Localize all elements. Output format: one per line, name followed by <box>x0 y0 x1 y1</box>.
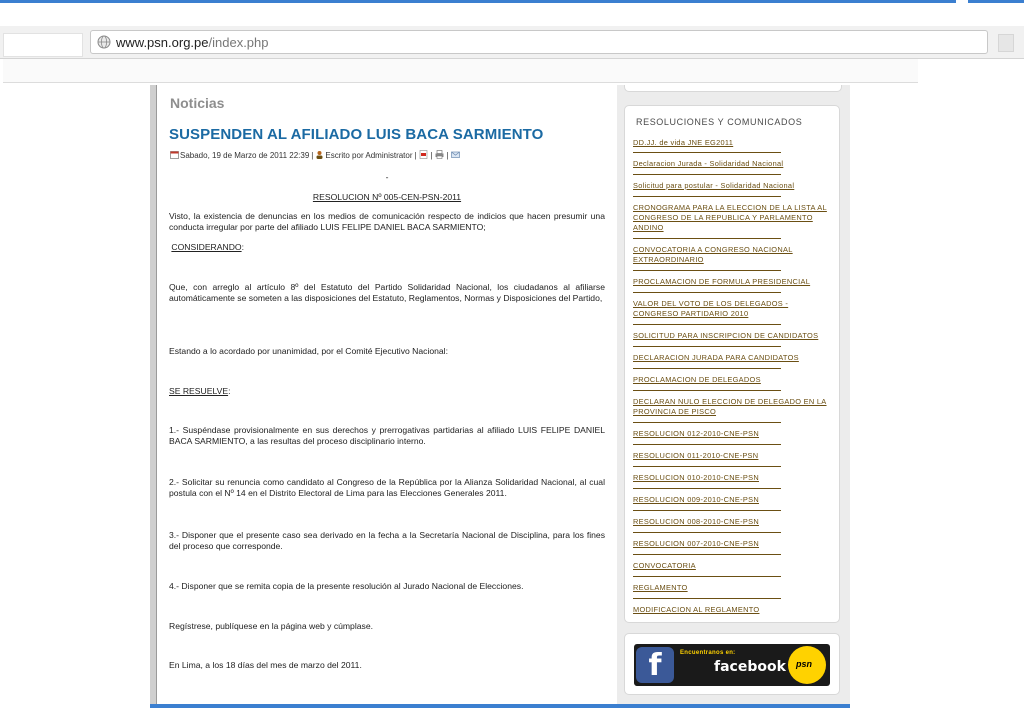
sidebar-divider <box>633 196 781 197</box>
sidebar-divider <box>633 554 781 555</box>
sidebar-link[interactable]: CONVOCATORIA A CONGRESO NACIONAL EXTRAORDINARIO <box>633 245 793 264</box>
facebook-wordmark: facebook <box>714 659 786 675</box>
sidebar-divider <box>633 466 781 467</box>
url-host: www.psn.org.pe <box>116 35 209 50</box>
paragraph-estando: Estando a lo acordado por unanimidad, por el Comité Ejecutivo Nacional: <box>169 346 448 356</box>
considerando-heading <box>169 242 605 253</box>
sidebar-link[interactable]: DD.JJ. de vida JNE EG2011 <box>633 138 734 147</box>
sidebar-link[interactable]: CONVOCATORIA <box>633 561 696 570</box>
resoluciones-title: RESOLUCIONES Y COMUNICADOS <box>636 117 803 127</box>
sidebar-link[interactable]: RESOLUCION 007-2010-CNE-PSN <box>633 539 759 548</box>
sidebar-link[interactable]: VALOR DEL VOTO DE LOS DELEGADOS - CONGRESO PARTIDARIO 2010 <box>633 299 789 318</box>
sidebar-divider <box>633 576 781 577</box>
considerando-colon: : <box>241 242 244 252</box>
sidebar-divider <box>633 422 781 423</box>
sidebar-link[interactable]: RESOLUCION 009-2010-CNE-PSN <box>633 495 759 504</box>
sidebar-link[interactable]: DECLARAN NULO ELECCION DE DELEGADO EN LA PROVINCIA DE PISCO <box>633 397 827 416</box>
psn-logo <box>788 646 826 684</box>
sidebar-divider <box>633 292 781 293</box>
sidebar-divider <box>633 368 781 369</box>
bookmarks-bar-end <box>918 59 1024 85</box>
paragraph-visto: Visto, la existencia de denuncias en los medios de comunicación respecto de indicios que hacen presumir una conducta irregular por parte del afiliado LUIS FELIPE DANIEL BACA SARMIENTO; <box>169 211 605 232</box>
sidebar-link[interactable]: CRONOGRAMA PARA LA ELECCION DE LA LISTA AL CONGRESO DE LA REPUBLICA Y PARLAMENTO ANDINO <box>633 203 827 232</box>
page-bottom-bar <box>150 704 850 708</box>
page-left-border-line <box>156 85 157 704</box>
resolution-heading <box>169 192 605 203</box>
paragraph-que: Que, con arreglo al artículo 8º del Estatuto del Partido Solidaridad Nacional, los ciudadanos al afiliarse automáticamente se someten a las disposiciones del Estatuto, Reglamentos, Normas y Disposiciones del Partido, <box>169 282 605 303</box>
pdf-icon[interactable] <box>419 150 428 159</box>
nav-buttons-area[interactable] <box>3 33 83 57</box>
article-date: Sabado, 19 de Marzo de 2011 22:39 <box>180 151 310 160</box>
section-title: Noticias <box>170 95 225 111</box>
sidebar-divider <box>633 238 781 239</box>
facebook-icon: f <box>636 647 674 683</box>
se-resuelve-text: SE RESUELVE <box>169 386 229 396</box>
sidebar-link[interactable]: RESOLUCION 012-2010-CNE-PSN <box>633 429 759 438</box>
sidebar-link[interactable]: REGLAMENTO <box>633 583 688 592</box>
considerando-text: CONSIDERANDO <box>171 242 242 252</box>
sidebar-divider <box>633 270 781 271</box>
sidebar-divider <box>633 174 781 175</box>
sidebar-divider <box>633 346 781 347</box>
paragraph-3: 3.- Disponer que el presente caso sea derivado en la fecha a la Secretaría Nacional de Disciplina, para los fines del proceso que corresponde. <box>169 530 605 551</box>
sidebar-divider <box>633 510 781 511</box>
calendar-icon <box>170 150 179 159</box>
sidebar-divider <box>633 444 781 445</box>
paragraph-lima: En Lima, a los 18 días del mes de marzo del 2011. <box>169 660 362 670</box>
sidebar-link[interactable]: Solicitud para postular - Solidaridad Nacional <box>633 181 795 190</box>
sidebar-link[interactable]: Declaracion Jurada - Solidaridad Nacional <box>633 159 784 168</box>
author-icon <box>315 150 324 159</box>
window-top-border <box>0 0 1024 3</box>
facebook-banner[interactable] <box>634 644 830 686</box>
article-author: Escrito por Administrator <box>325 151 413 160</box>
sidebar-divider <box>633 532 781 533</box>
page-menu-icon[interactable] <box>998 34 1014 52</box>
sidebar-link[interactable]: PROCLAMACION DE DELEGADOS <box>633 375 761 384</box>
sidebar-link[interactable]: RESOLUCION 010-2010-CNE-PSN <box>633 473 759 482</box>
sidebar-link[interactable]: DECLARACION JURADA PARA CANDIDATOS <box>633 353 799 362</box>
email-icon[interactable] <box>451 150 460 159</box>
url-text[interactable] <box>116 35 269 50</box>
paragraph-registrese: Regístrese, publíquese en la página web y cúmplase. <box>169 621 373 631</box>
psn-logo-text: psn <box>796 659 813 669</box>
sidebar-divider <box>633 488 781 489</box>
url-path: /index.php <box>208 35 269 50</box>
paragraph-4: 4.- Disponer que se remita copia de la presente resolución al Jurado Nacional de Elecciones. <box>169 581 524 591</box>
address-bar[interactable] <box>90 30 988 54</box>
sidebar-link[interactable]: MODIFICACION AL REGLAMENTO <box>633 605 760 614</box>
article-title[interactable]: SUSPENDEN AL AFILIADO LUIS BACA SARMIENTO <box>169 126 544 143</box>
se-resuelve-heading <box>169 386 605 397</box>
window-top-gap <box>956 0 968 3</box>
bookmarks-bar <box>3 59 919 83</box>
facebook-caption: Encuentranos en: <box>680 650 736 656</box>
sidebar-link[interactable]: PROCLAMACION DE FORMULA PRESIDENCIAL <box>633 277 811 286</box>
globe-icon <box>97 35 111 49</box>
sidebar-link[interactable]: SOLICITUD PARA INSCRIPCION DE CANDIDATOS <box>633 331 819 340</box>
resolution-heading-text: RESOLUCION Nº 005-CEN-PSN-2011 <box>312 192 462 202</box>
sidebar-divider <box>633 152 781 153</box>
article-dash: - <box>385 172 389 182</box>
sidebar-link[interactable]: RESOLUCION 008-2010-CNE-PSN <box>633 517 759 526</box>
se-resuelve-colon: : <box>228 386 231 396</box>
print-icon[interactable] <box>435 150 444 159</box>
paragraph-1: 1.- Suspéndase provisionalmente en sus derechos y prerrogativas partidarias al afiliado LUIS FELIPE DANIEL BACA SARMIENTO, a las resultas del proceso disciplinario interno. <box>169 425 605 446</box>
article-meta: Sabado, 19 de Marzo de 2011 22:39 | Escrito por Administrator | | | <box>170 150 461 162</box>
paragraph-2: 2.- Solicitar su renuncia como candidato al Congreso de la República por la Alianza Solidaridad Nacional, al cual postula con el Nº 14 en el Distrito Electoral de Lima para las Elecciones Generales 2011. <box>169 477 605 498</box>
sidebar-top-module <box>624 85 842 92</box>
sidebar-divider <box>633 390 781 391</box>
sidebar-divider <box>633 598 781 599</box>
sidebar-divider <box>633 324 781 325</box>
sidebar-link[interactable]: RESOLUCION 011-2010-CNE-PSN <box>633 451 759 460</box>
